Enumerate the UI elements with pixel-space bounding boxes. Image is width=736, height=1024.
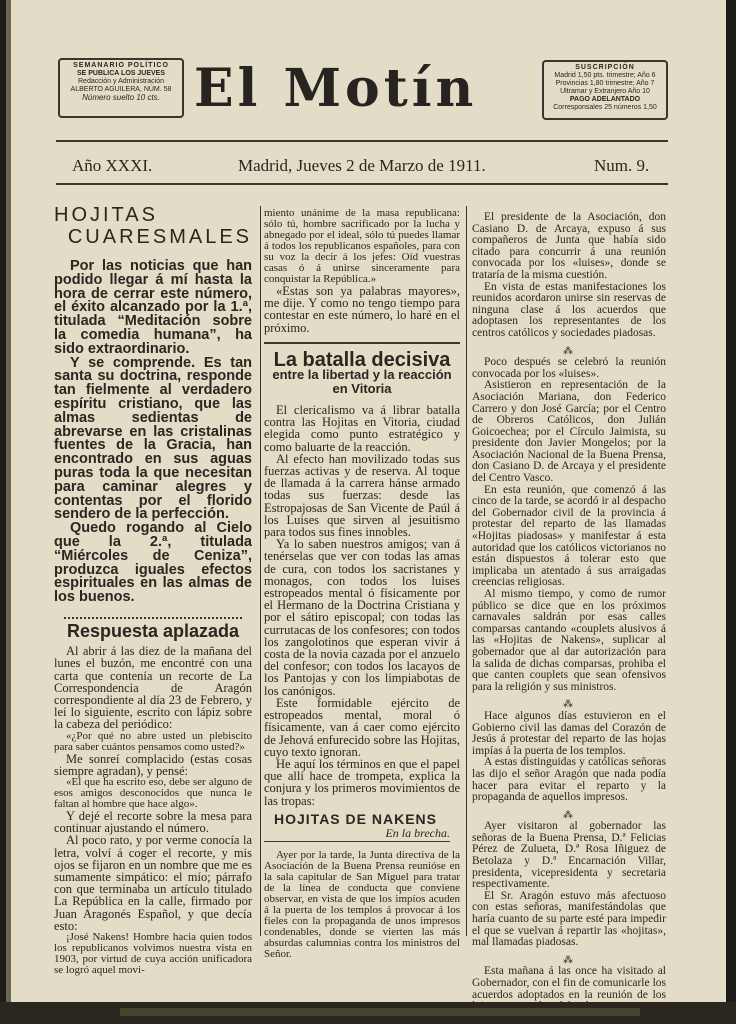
- left-box-line: Redacción y Administración: [78, 78, 164, 85]
- right-box-title: SUSCRIPCIÓN: [575, 64, 635, 71]
- section-divider: [64, 611, 242, 619]
- header-rule-top: [56, 140, 668, 142]
- separator-asterism: ⁂: [563, 809, 575, 821]
- paragraph: ¡José Nakens! Hombre hacia quien todos los republicanos volvimos nuestra vista en 1903, por virtud de cuya acción unificadora se logró aquel movi-: [54, 930, 252, 976]
- paragraph: «Estas son ya palabras mayores», me dije. Y como no tengo tiempo para contestar en este número, lo haré en el próximo.: [264, 284, 460, 335]
- paragraph: «El que ha escrito eso, debe ser alguno de esos amigos desconocidos que nunca le faltan al hombre que hace algo».: [54, 775, 252, 810]
- right-box-line: Provincias 1,80 trimestre; Año 7: [555, 80, 655, 87]
- paragraph: «¿Por qué no abre usted un plebiscito para saber cuántos pensamos como usted?»: [54, 729, 252, 753]
- left-info-box: [58, 58, 184, 118]
- hojitas-title-line: CUARESMALES: [67, 226, 252, 248]
- left-box-line: SE PUBLICA LOS JUEVES: [76, 70, 166, 77]
- hojitas-body: [54, 260, 252, 605]
- right-box-line: Madrid 1,50 pts. trimestre; Año 6: [554, 72, 656, 79]
- paragraph: Al mismo tiempo, y como de rumor público se dice que en los próximos carnavales saldrán por esas calles comparsas cantando «couplets alusivos á las «Hojitas de Nakens», suplicar al gobernador que al dar autorización para la salida de dichas comparsas, prohiba el que canten couplets que sean ofensivos para la religión y sus ministros.: [472, 588, 666, 693]
- paragraph: miento unánime de la masa republicana: sólo tú, hombre sacrificado por la lucha y abnegado por el ideal, sólo tú puedes llamar á todos los republicanos españoles, para con su voz la decir á los jefes: Oíd vuestras casas ó á unirse sinceramente para conquistar la República.»: [264, 207, 460, 285]
- section-rule: [264, 342, 460, 344]
- issue-date: Madrid, Jueves 2 de Marzo de 1911.: [238, 156, 486, 175]
- right-box-line: Ultramar y Extranjero Año 10: [560, 88, 650, 95]
- paragraph: Y dejé el recorte sobre la mesa para continuar ajustando el número.: [54, 808, 252, 836]
- issue-number: Num. 9.: [594, 156, 650, 175]
- paragraph: Y se comprende. Es tan santa su doctrina, responde tan fielmente al verdadero espíritu cristiano, que las almas sedientas de abrevarse en las cristalinas fuentes de la Gracia, han encontrado en sus aguas puras toda la que necesitan para caminar alegres y contentas por el florido sendero de la perfección.: [54, 354, 252, 523]
- paragraph: Al efecto han movilizado todas sus fuerzas activas y de reserva. Al toque de llamada á la carrera hánse armado todas sus fuerzas: desde las Estropajosas de San Vicente de Paúl á los Luises que sirven al jesuitismo para todos sus fines innobles.: [264, 451, 460, 540]
- column-1: [54, 204, 252, 976]
- paragraph: El Sr. Aragón estuvo más afectuoso con estas señoras, manifestándolas que haría cuanto de su parte esté para impedir el que se vuelvan á repartir las «hojitas», mal llamadas piadosas.: [472, 889, 666, 949]
- paragraph: Asistieron en representación de la Asociación Mariana, don Federico Carrero y don José García; por el Centro de Obreros Católicos, don Julián Goicoechea; por el Círculo Jaimista, su presidente don Javier Mongelos; por la Asociación Nacional de la Buena Prensa, don Casiano D. de Arcaya y el presidente del Centro Vasco.: [472, 379, 666, 485]
- left-box-line: ALBERTO AGUILERA, NÚM. 58: [70, 86, 172, 93]
- column-divider: [466, 206, 467, 936]
- issue-year: Año XXXI.: [72, 156, 153, 175]
- batalla-title: La batalla decisiva: [273, 348, 451, 371]
- paragraph: Quedo rogando al Cielo que la 2.ª, titulada “Miércoles de Ceniza”, produzca iguales efectos espirituales en las almas de los buenos.: [54, 520, 252, 606]
- hojitas-title: [54, 204, 252, 248]
- scan-footer-strip: [0, 1002, 736, 1024]
- left-box-title: SEMANARIO POLÍTICO: [73, 62, 169, 69]
- nakens-title: HOJITAS DE NAKENS: [274, 810, 437, 827]
- paragraph: Ya lo saben nuestros amigos; van á tenérselas que ver con todas las amas de cura, con todos los sacristanes y monagos, con todos los luises estropeados mental ó físicamente por el Hermano de la Doctrina Cristiana y por el sátiro episcopal; con todas las currutacas de los confesores; con todos los zangolotinos que esperan vivir á costa de la novia cazada por el anzuelo del confesor; con todos los lacayos de los Pantojas y con los limpiabotas de los canónigos.: [264, 537, 460, 698]
- paragraph: Poco después se celebró la reunión convocada por los «luises».: [472, 356, 666, 380]
- paragraph: A estas distinguidas y católicas señoras las dijo el señor Aragón que nada podía hacer para evitar el reparto y la propaganda de aquellos impresos.: [472, 756, 666, 804]
- right-box-line: PAGO ADELANTADO: [569, 96, 641, 103]
- column-divider: [260, 206, 261, 936]
- separator-asterism: ⁂: [563, 954, 575, 966]
- batalla-subtitle: entre la libertad y la reacción en Vitoria: [272, 367, 452, 397]
- paragraph: Esta mañana á las once ha visitado al Gobernador, con el fin de comunicarle los acuerdos adoptados en la reunión de los: [472, 965, 666, 1001]
- paragraph: Por las noticias que han podido llegar á mí hasta la hora de cerrar este número, el éxito alcanzado por la 1.ª, titulada “Meditación sobre la comedia humana”, ha sido extraordinario.: [54, 258, 252, 357]
- paragraph: Al poco rato, y por verme conocía la letra, volví á coger el recorte, y mis ojos se fijaron en un nombre que me es sumamente simpático: el mío; párrafo con que terminaba un artículo titulado La República en la calle, firmado por Juan Aragonés Español, y que decía esto:: [54, 833, 252, 933]
- right-box-line: Corresponsales 25 números 1,50: [553, 104, 657, 111]
- paragraph: El presidente de la Asociación, don Casiano D. de Arcaya, expuso á sus compañeros de Junta que había sido citado para concurrir á una reunión convocada por los «luises», donde se trataría de la misma cuestión.: [472, 211, 666, 281]
- paragraph: Me sonreí complacido (estas cosas siempre agradan), y pensé:: [54, 751, 252, 778]
- right-info-box: [542, 60, 668, 120]
- paragraph: Este formidable ejército de estropeados mental, moral ó físicamente, van á caer como ejército de Jehová enfurecido sobre las Hojitas, cuyo texto ignoran.: [264, 695, 460, 759]
- separator-asterism: ⁂: [563, 699, 575, 711]
- column-3: [472, 211, 666, 1001]
- paragraph: El clericalismo va á librar batalla contra las Hojitas en Vitoria, ciudad elegida como punto estratégico y como baluarte de la reacción.: [264, 403, 460, 454]
- newspaper-page: [6, 0, 726, 1002]
- masthead-title: El Motín: [194, 58, 478, 119]
- paragraph: He aquí los términos en que el papel que allí hace de trompeta, explica la conjura y los primeros movimientos de las tropas:: [264, 756, 460, 808]
- paragraph: Hace algunos días estuvieron en el Gobierno civil las damas del Corazón de Jesús á protestar del reparto de las hojas impías á la puerta de los templos.: [472, 709, 666, 757]
- paragraph: Ayer visitaron al gobernador las señoras de la Buena Prensa, D.ª Felicias Pérez de Zulueta, D.ª Rosa Iñiguez de Betolaza y D.ª Encarnación Villar, presidenta, vicepresidenta y secretaria respectivamente.: [472, 820, 666, 891]
- hojitas-title-line: HOJITAS: [54, 204, 158, 226]
- header-rule-bottom: [56, 183, 668, 185]
- paragraph: En vista de estas manifestaciones los reunidos acordaron unirse sin reservas de ninguna clase á los acuerdos que adoptasen los representantes de los centros católicos y sociedades piadosas.: [472, 280, 666, 339]
- left-box-price: Número suelto 10 cts.: [82, 93, 160, 102]
- respuesta-title: Respuesta aplazada: [66, 620, 240, 641]
- paragraph: En esta reunión, que comenzó á las cinco de la tarde, se acordó ir al despacho del Gobernador civil de la provincia á protestar del reparto de las llamadas «Hojitas piadosas» y manifestar á esta autoridad que los católicos victorianos no están dispuestos á tolerar esto que implicaba un atentado á sus arraigadas creencias religiosas.: [472, 483, 666, 589]
- separator-asterism: ⁂: [563, 345, 575, 357]
- paragraph: Ayer por la tarde, la Junta directiva de la Asociación de la Buena Prensa reunióse en la sala capitular de San Miguel para tratar de la línea de conducta que conviene observar, en vista de que los impíos acuden á la puerta de los templos á provocar á los fieles con la propaganda de unos impresos condenables, donde se vierten las más absurdas calumnias contra los ministros del Señor.: [264, 849, 460, 961]
- nakens-source: En la brecha.: [264, 827, 450, 842]
- paragraph: Al abrir á las diez de la mañana del lunes el buzón, me encontré con una carta que contenía un recorte de La Correspondencia de Aragón correspondiente al día 23 de Febrero, y leí lo siguiente, escrito con lápiz sobre la cabeza del periódico:: [54, 644, 252, 732]
- column-2: [264, 207, 460, 961]
